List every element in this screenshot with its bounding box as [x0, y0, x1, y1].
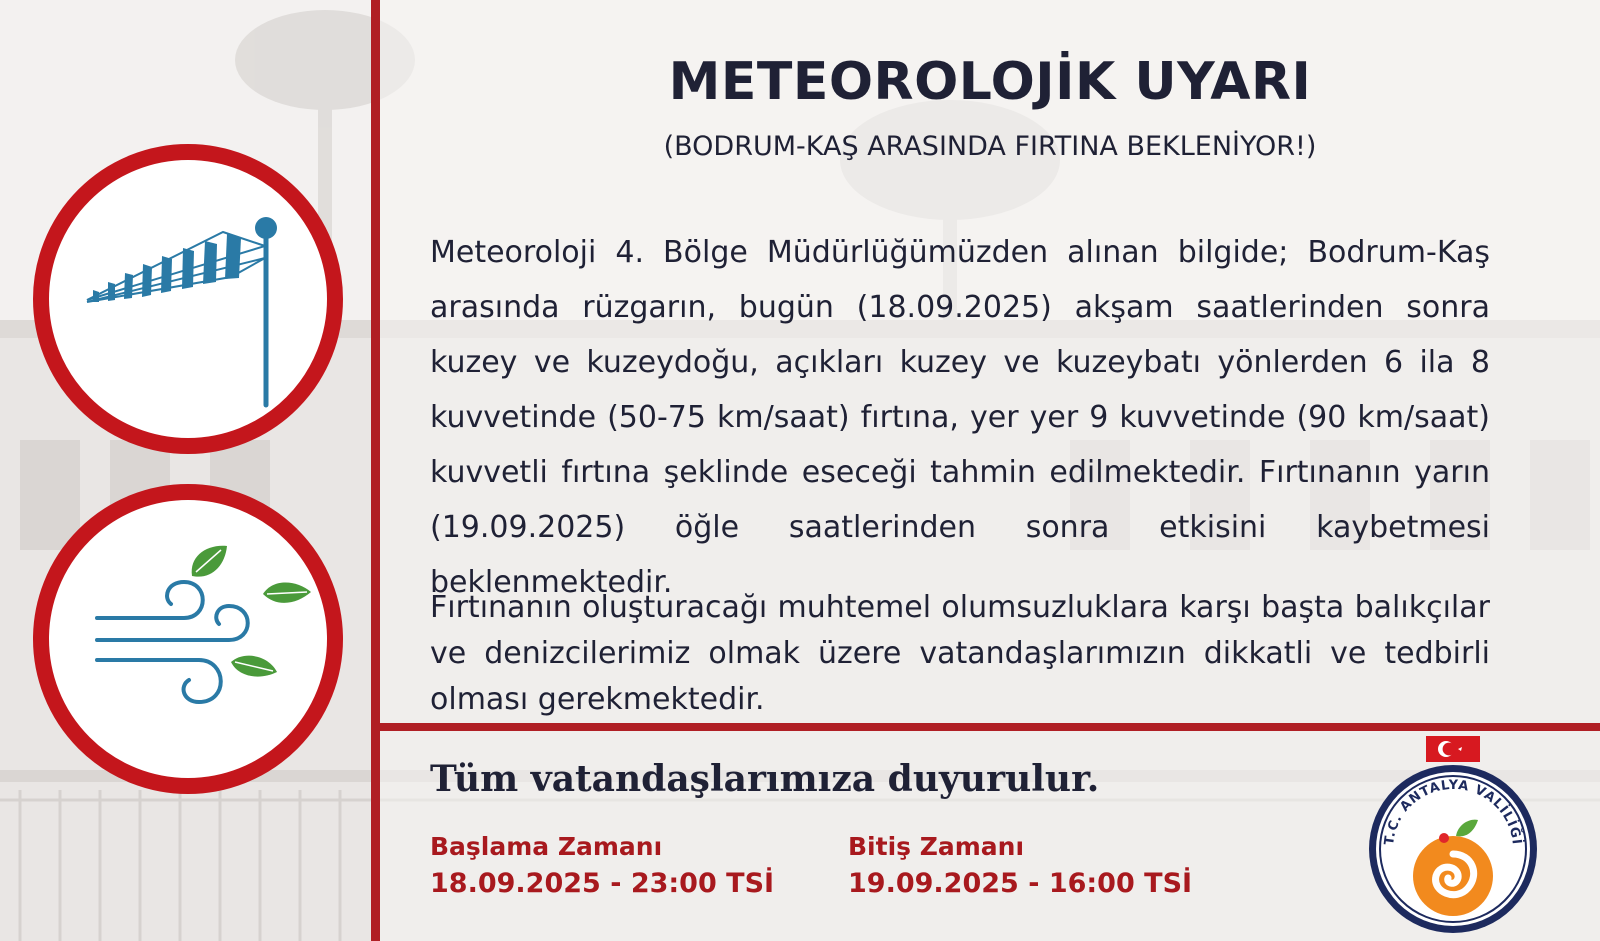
- warning-paragraph: Meteoroloji 4. Bölge Müdürlüğümüzden alınan bilgide; Bodrum-Kaş arasında rüzgarın, bugün (18.09.2025) akşam saatlerinden sonra kuzey ve kuzeydoğu, açıkları kuzey ve kuzeybatı yönlerden 6 ila 8 kuvvetinde (50-75 km/saat) fırtına, yer yer 9 kuvvetinde (90 km/saat) kuvvetli fırtına şeklinde eseceği tahmin edilmektedir. Fırtınanın yarın (19.09.2025) öğle saatlerinden sonra etkisini kaybetmesi beklenmektedir.: [430, 235, 1490, 600]
- turkish-flag-icon: [1426, 736, 1480, 762]
- horizontal-divider: [380, 723, 1600, 731]
- windsock-icon-circle: [33, 144, 343, 454]
- start-time-label: Başlama Zamanı: [430, 832, 663, 861]
- wind-leaves-icon: [49, 500, 327, 778]
- end-time-label: Bitiş Zamanı: [848, 832, 1025, 861]
- vertical-divider: [371, 0, 380, 941]
- svg-text:T.C. ANTALYA VALİLİĞİ: T.C. ANTALYA VALİLİĞİ: [1382, 777, 1524, 846]
- antalya-valiligi-logo: [1360, 736, 1546, 936]
- announcement-text: Tüm vatandaşlarımıza duyurulur.: [430, 758, 1100, 800]
- windsock-icon: [49, 160, 327, 438]
- page-title: METEOROLOJİK UYARI: [668, 52, 1312, 112]
- wind-icon-circle: [33, 484, 343, 794]
- caution-paragraph: Fırtınanın oluşturacağı muhtemel olumsuzluklara karşı başta balıkçılar ve denizcilerimiz olmak üzere vatandaşlarımızın dikkatli ve tedbirli olması gerekmektedir.: [430, 590, 1490, 717]
- end-time-value: 19.09.2025 - 16:00 TSİ: [848, 868, 1193, 899]
- start-time-value: 18.09.2025 - 23:00 TSİ: [430, 868, 775, 899]
- page-subtitle: (BODRUM-KAŞ ARASINDA FIRTINA BEKLENİYOR!): [663, 131, 1317, 162]
